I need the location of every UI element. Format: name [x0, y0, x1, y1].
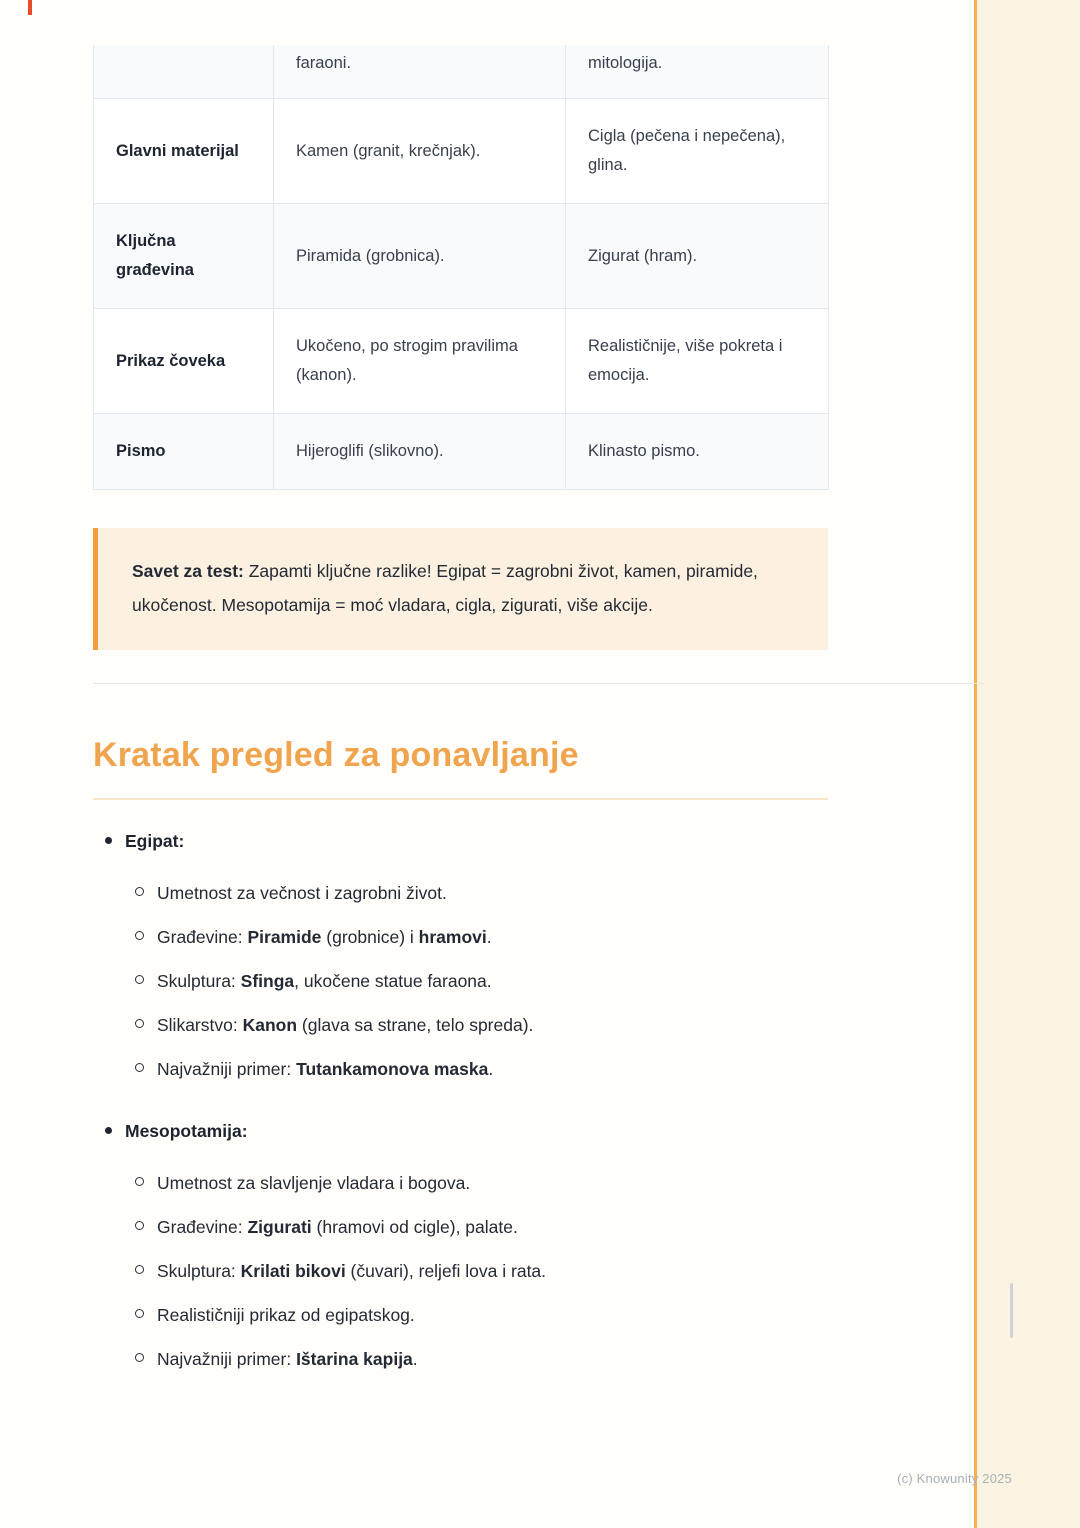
section-heading: Kratak pregled za ponavljanje	[93, 736, 579, 774]
bullet-circle-icon	[135, 931, 144, 940]
bullet-dot-icon	[105, 837, 112, 844]
bullet-circle-icon	[135, 887, 144, 896]
list-item-text: Najvažniji primer: Ištarina kapija.	[157, 1349, 418, 1369]
page-margin-line	[974, 0, 977, 1528]
table-cell: Cigla (pečena i nepečena), glina.	[566, 99, 829, 204]
list-item-sub	[135, 1215, 828, 1239]
table-cell: Zigurat (hram).	[566, 204, 829, 309]
table-cell: Klinasto pismo.	[566, 414, 829, 490]
page-edge-mark	[28, 0, 32, 15]
bullet-circle-icon	[135, 1221, 144, 1230]
table-cell: Ukočeno, po strogim pravilima (kanon).	[274, 309, 566, 414]
list-item-text: Umetnost za slavljenje vladara i bogova.	[157, 1173, 471, 1193]
list-item-text: Slikarstvo: Kanon (glava sa strane, telo spreda).	[157, 1015, 534, 1035]
table-row	[94, 204, 829, 309]
bullet-circle-icon	[135, 1019, 144, 1028]
table-row-label: Prikaz čoveka	[94, 309, 274, 414]
bullet-circle-icon	[135, 1063, 144, 1072]
review-list	[93, 829, 828, 1371]
table-row	[94, 99, 829, 204]
scrollbar-thumb[interactable]	[1010, 1283, 1013, 1338]
table-row-label: Ključna građevina	[94, 204, 274, 309]
bullet-circle-icon	[135, 975, 144, 984]
tip-callout	[93, 528, 828, 650]
table-row	[94, 414, 829, 490]
tip-callout-label: Savet za test:	[132, 561, 244, 581]
list-item-text: Realističniji prikaz od egipatskog.	[157, 1305, 415, 1325]
list-item-sub	[135, 1303, 828, 1327]
list-item-text: Skulptura: Sfinga, ukočene statue faraona.	[157, 971, 492, 991]
list-item-text: Skulptura: Krilati bikovi (čuvari), reljefi lova i rata.	[157, 1261, 547, 1281]
list-item-sub	[135, 1347, 828, 1371]
list-item-sub	[135, 925, 828, 949]
comparison-table-body	[94, 45, 829, 490]
table-row	[94, 45, 829, 99]
bullet-circle-icon	[135, 1309, 144, 1318]
table-row	[94, 309, 829, 414]
table-cell: faraoni.	[274, 45, 566, 99]
bullet-circle-icon	[135, 1177, 144, 1186]
list-item-sub	[135, 1171, 828, 1195]
table-row-label: Glavni materijal	[94, 99, 274, 204]
list-item-label: Mesopotamija:	[125, 1121, 248, 1141]
bullet-circle-icon	[135, 1265, 144, 1274]
list-item-top	[93, 1119, 828, 1143]
table-cell: mitologija.	[566, 45, 829, 99]
bullet-circle-icon	[135, 1353, 144, 1362]
section-divider	[93, 683, 985, 684]
table-row-label: Pismo	[94, 414, 274, 490]
table-cell: Piramida (grobnica).	[274, 204, 566, 309]
list-item-text: Najvažniji primer: Tutankamonova maska.	[157, 1059, 494, 1079]
list-item-sub	[135, 1013, 828, 1037]
page-margin-band	[977, 0, 1080, 1528]
list-item-sub	[135, 1057, 828, 1081]
list-item-sub	[135, 969, 828, 993]
tip-callout-text: Zapamti ključne razlike! Egipat = zagrobni život, kamen, piramide, ukočenost. Mesopotamija = moć vladara, cigla, zigurati, više akcije.	[132, 561, 758, 615]
copyright-text: (c) Knowunity 2025	[897, 1471, 1012, 1486]
comparison-table	[93, 45, 829, 490]
list-item-text: Građevine: Piramide (grobnice) i hramovi.	[157, 927, 492, 947]
heading-underline	[93, 798, 828, 800]
list-item-label: Egipat:	[125, 831, 185, 851]
list-item-sub	[135, 881, 828, 905]
table-cell: Realističnije, više pokreta i emocija.	[566, 309, 829, 414]
bullet-dot-icon	[105, 1127, 112, 1134]
table-row-label	[94, 45, 274, 99]
table-cell: Kamen (granit, krečnjak).	[274, 99, 566, 204]
list-item-text: Građevine: Zigurati (hramovi od cigle), palate.	[157, 1217, 518, 1237]
note-content	[93, 0, 828, 1371]
table-cell: Hijeroglifi (slikovno).	[274, 414, 566, 490]
list-item-top	[93, 829, 828, 853]
list-item-sub	[135, 1259, 828, 1283]
list-item-text: Umetnost za večnost i zagrobni život.	[157, 883, 447, 903]
